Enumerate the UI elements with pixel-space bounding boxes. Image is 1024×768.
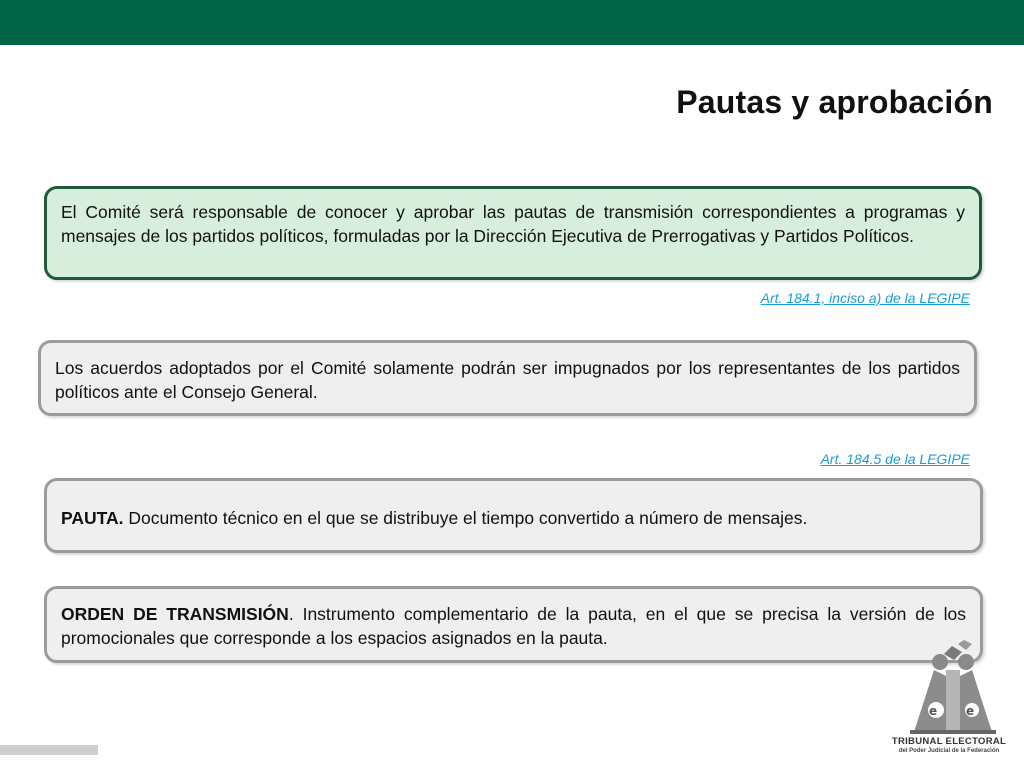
transmission-order-term: ORDEN DE TRANSMISIÓN xyxy=(61,604,289,624)
scales-of-justice-icon xyxy=(884,640,1014,736)
transmission-order-box xyxy=(44,586,983,663)
pauta-definition-text: Documento técnico en el que se distribuye el tiempo convertido a número de mensajes. xyxy=(123,508,808,528)
header-bar xyxy=(0,0,1024,45)
reference-link-art-184-5[interactable]: Art. 184.5 de la LEGIPE xyxy=(820,451,970,467)
logo-subtitle: del Poder Judicial de la Federación xyxy=(898,748,1000,754)
committee-responsibility-text: El Comité será responsable de conocer y aprobar las pautas de transmisión correspondientes a programas y mensajes de los partidos políticos, formuladas por la Dirección Ejecutiva de Prerrogativas y Partidos Políticos. xyxy=(61,202,965,246)
reference-link-art-184-1[interactable]: Art. 184.1, inciso a) de la LEGIPE xyxy=(760,290,970,306)
footer-accent-bar xyxy=(0,745,98,755)
page-title: Pautas y aprobación xyxy=(676,84,993,120)
tribunal-electoral-logo xyxy=(884,640,1014,766)
svg-text:e: e xyxy=(929,704,938,718)
agreements-challenge-text: Los acuerdos adoptados por el Comité solamente podrán ser impugnados por los representantes de los partidos políticos ante el Consejo General. xyxy=(55,358,960,402)
pauta-definition-box xyxy=(44,478,983,553)
agreements-challenge-box xyxy=(38,340,977,416)
pauta-term: PAUTA. xyxy=(61,508,124,528)
svg-text:e: e xyxy=(966,704,975,718)
transmission-order-text: . Instrumento complementario de la pauta, en el que se precisa la versión de los promocionales que corresponde a los espacios asignados en la pauta. xyxy=(61,604,966,648)
committee-responsibility-box xyxy=(44,186,982,280)
logo-name: TRIBUNAL ELECTORAL xyxy=(891,736,1007,747)
